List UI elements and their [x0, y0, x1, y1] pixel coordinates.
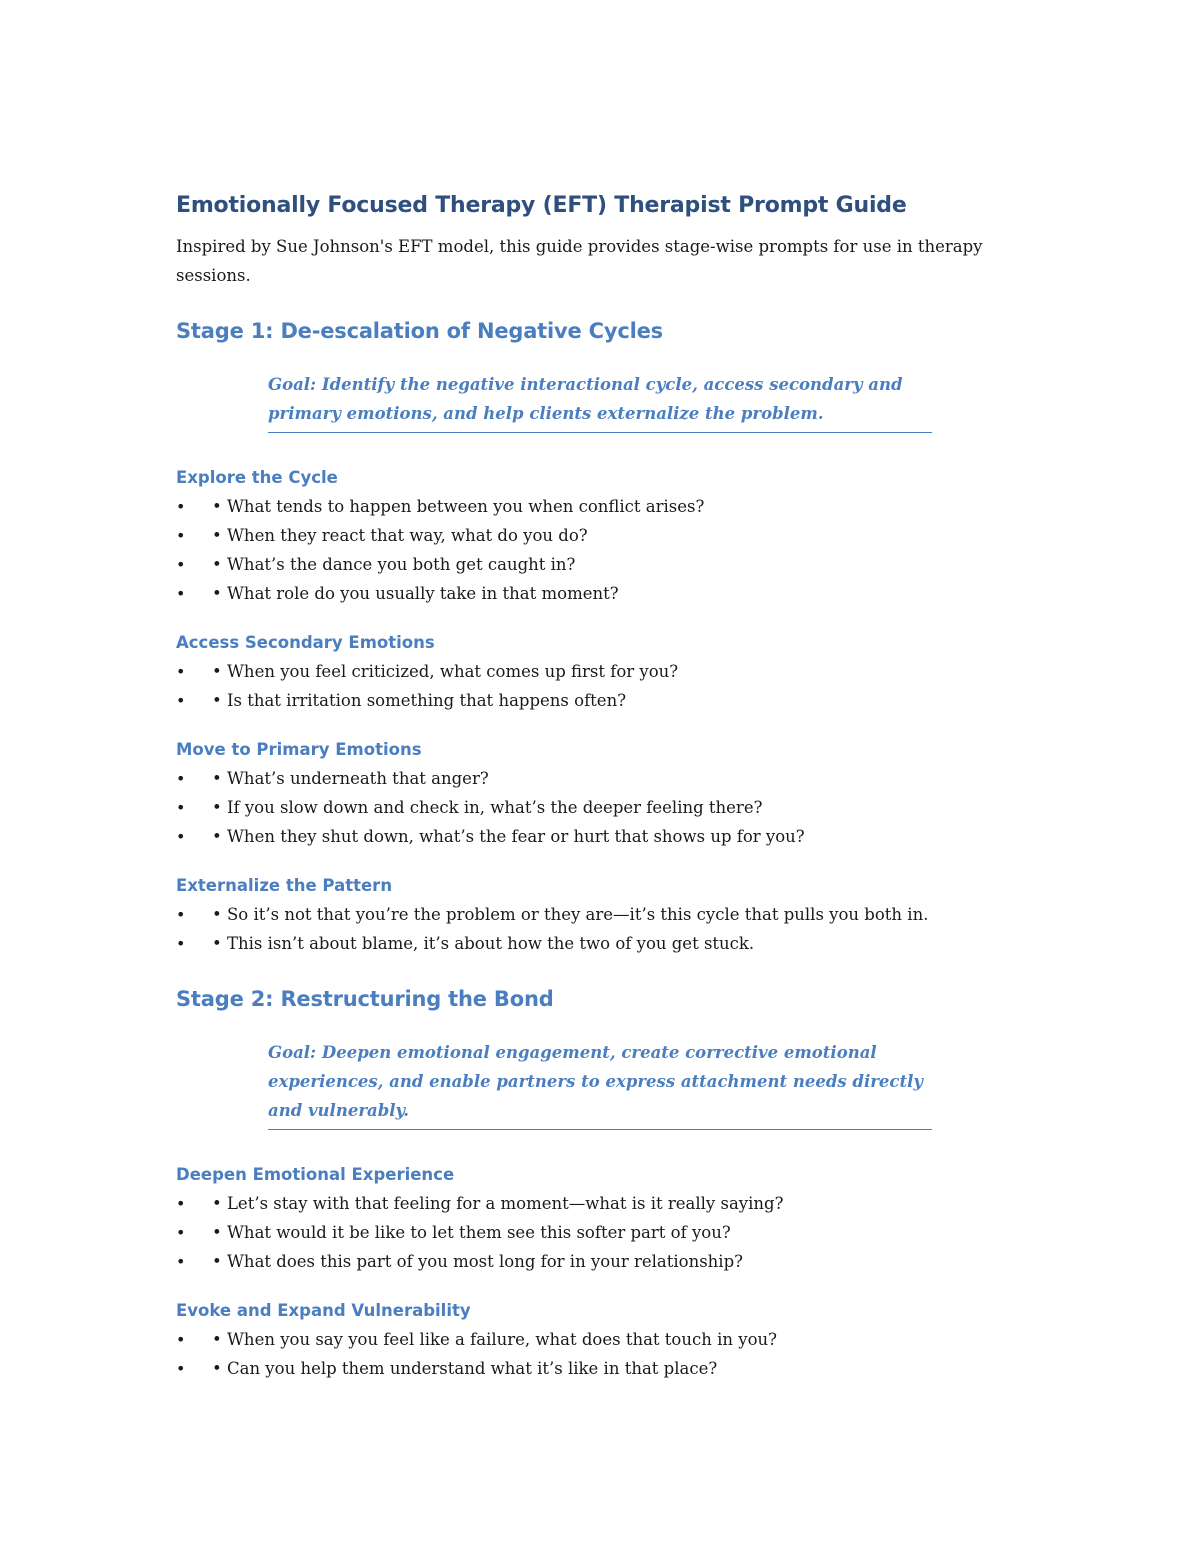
prompt-list	[176, 764, 1006, 851]
bullet-icon: •	[176, 798, 186, 817]
list-item	[176, 1325, 1006, 1354]
prompt-list	[176, 492, 1006, 608]
prompt-list	[176, 657, 1006, 715]
bullet-icon: •	[176, 662, 186, 681]
document-intro: Inspired by Sue Johnson's EFT model, this guide provides stage-wise prompts for use in therapy sessions.	[176, 237, 983, 285]
prompt-text: • Is that irritation something that happens often?	[212, 691, 627, 710]
prompt-section	[176, 1296, 1006, 1383]
bullet-icon: •	[176, 497, 186, 516]
list-item	[176, 900, 1006, 929]
prompt-text: • What’s underneath that anger?	[212, 769, 489, 788]
prompt-section	[176, 871, 1006, 958]
bullet-icon: •	[176, 584, 186, 603]
stage-heading: Stage 2: Restructuring the Bond	[176, 987, 554, 1011]
stages-container	[176, 314, 1006, 1383]
prompt-text: • What’s the dance you both get caught in?	[212, 555, 576, 574]
list-item	[176, 1247, 1006, 1276]
stage-goal-box	[268, 370, 932, 433]
section-heading: Externalize the Pattern	[176, 876, 393, 895]
bullet-icon: •	[176, 691, 186, 710]
prompt-text: • What role do you usually take in that moment?	[212, 584, 619, 603]
bullet-icon: •	[176, 555, 186, 574]
list-item	[176, 657, 1006, 686]
prompt-text: • Let’s stay with that feeling for a moment—what is it really saying?	[212, 1194, 784, 1213]
list-item	[176, 822, 1006, 851]
bullet-icon: •	[176, 827, 186, 846]
prompt-section	[176, 463, 1006, 608]
prompt-text: • What tends to happen between you when conflict arises?	[212, 497, 705, 516]
section-heading: Explore the Cycle	[176, 468, 338, 487]
prompt-section	[176, 1160, 1006, 1276]
prompt-text: • When they shut down, what’s the fear or hurt that shows up for you?	[212, 827, 805, 846]
bullet-icon: •	[176, 1252, 186, 1271]
prompt-text: • This isn’t about blame, it’s about how the two of you get stuck.	[212, 934, 755, 953]
list-item	[176, 492, 1006, 521]
bullet-icon: •	[176, 1359, 186, 1378]
bullet-icon: •	[176, 769, 186, 788]
list-item	[176, 1189, 1006, 1218]
bullet-icon: •	[176, 934, 186, 953]
prompt-text: • Can you help them understand what it’s like in that place?	[212, 1359, 718, 1378]
prompt-text: • When you say you feel like a failure, what does that touch in you?	[212, 1330, 777, 1349]
prompt-text: • When they react that way, what do you do?	[212, 526, 588, 545]
prompt-text: • So it’s not that you’re the problem or they are—it’s this cycle that pulls you both in.	[212, 905, 929, 924]
list-item	[176, 764, 1006, 793]
stage-goal-text: Goal: Deepen emotional engagement, create corrective emotional experiences, and enable partners to express attachment needs directly and vulnerably.	[268, 1043, 923, 1120]
section-heading: Deepen Emotional Experience	[176, 1165, 455, 1184]
list-item	[176, 521, 1006, 550]
prompt-list	[176, 1325, 1006, 1383]
section-heading: Access Secondary Emotions	[176, 633, 435, 652]
prompt-text: • What would it be like to let them see this softer part of you?	[212, 1223, 731, 1242]
prompt-text: • If you slow down and check in, what’s the deeper feeling there?	[212, 798, 763, 817]
prompt-section	[176, 628, 1006, 715]
stage-heading: Stage 1: De-escalation of Negative Cycles	[176, 319, 663, 343]
section-heading: Move to Primary Emotions	[176, 740, 422, 759]
prompt-list	[176, 1189, 1006, 1276]
prompt-text: • What does this part of you most long for in your relationship?	[212, 1252, 743, 1271]
prompt-section	[176, 735, 1006, 851]
section-heading: Evoke and Expand Vulnerability	[176, 1301, 471, 1320]
document-title: Emotionally Focused Therapy (EFT) Therapist Prompt Guide	[176, 193, 907, 218]
list-item	[176, 686, 1006, 715]
stage-goal-text: Goal: Identify the negative interactional cycle, access secondary and primary emotions, and help clients externalize the problem.	[268, 375, 903, 423]
bullet-icon: •	[176, 1194, 186, 1213]
bullet-icon: •	[176, 1330, 186, 1349]
list-item	[176, 793, 1006, 822]
list-item	[176, 1354, 1006, 1383]
list-item	[176, 929, 1006, 958]
bullet-icon: •	[176, 1223, 186, 1242]
bullet-icon: •	[176, 905, 186, 924]
prompt-list	[176, 900, 1006, 958]
list-item	[176, 550, 1006, 579]
prompt-text: • When you feel criticized, what comes up first for you?	[212, 662, 679, 681]
list-item	[176, 1218, 1006, 1247]
stage-goal-box	[268, 1038, 932, 1130]
list-item	[176, 579, 1006, 608]
document-page	[176, 190, 1006, 1383]
bullet-icon: •	[176, 526, 186, 545]
